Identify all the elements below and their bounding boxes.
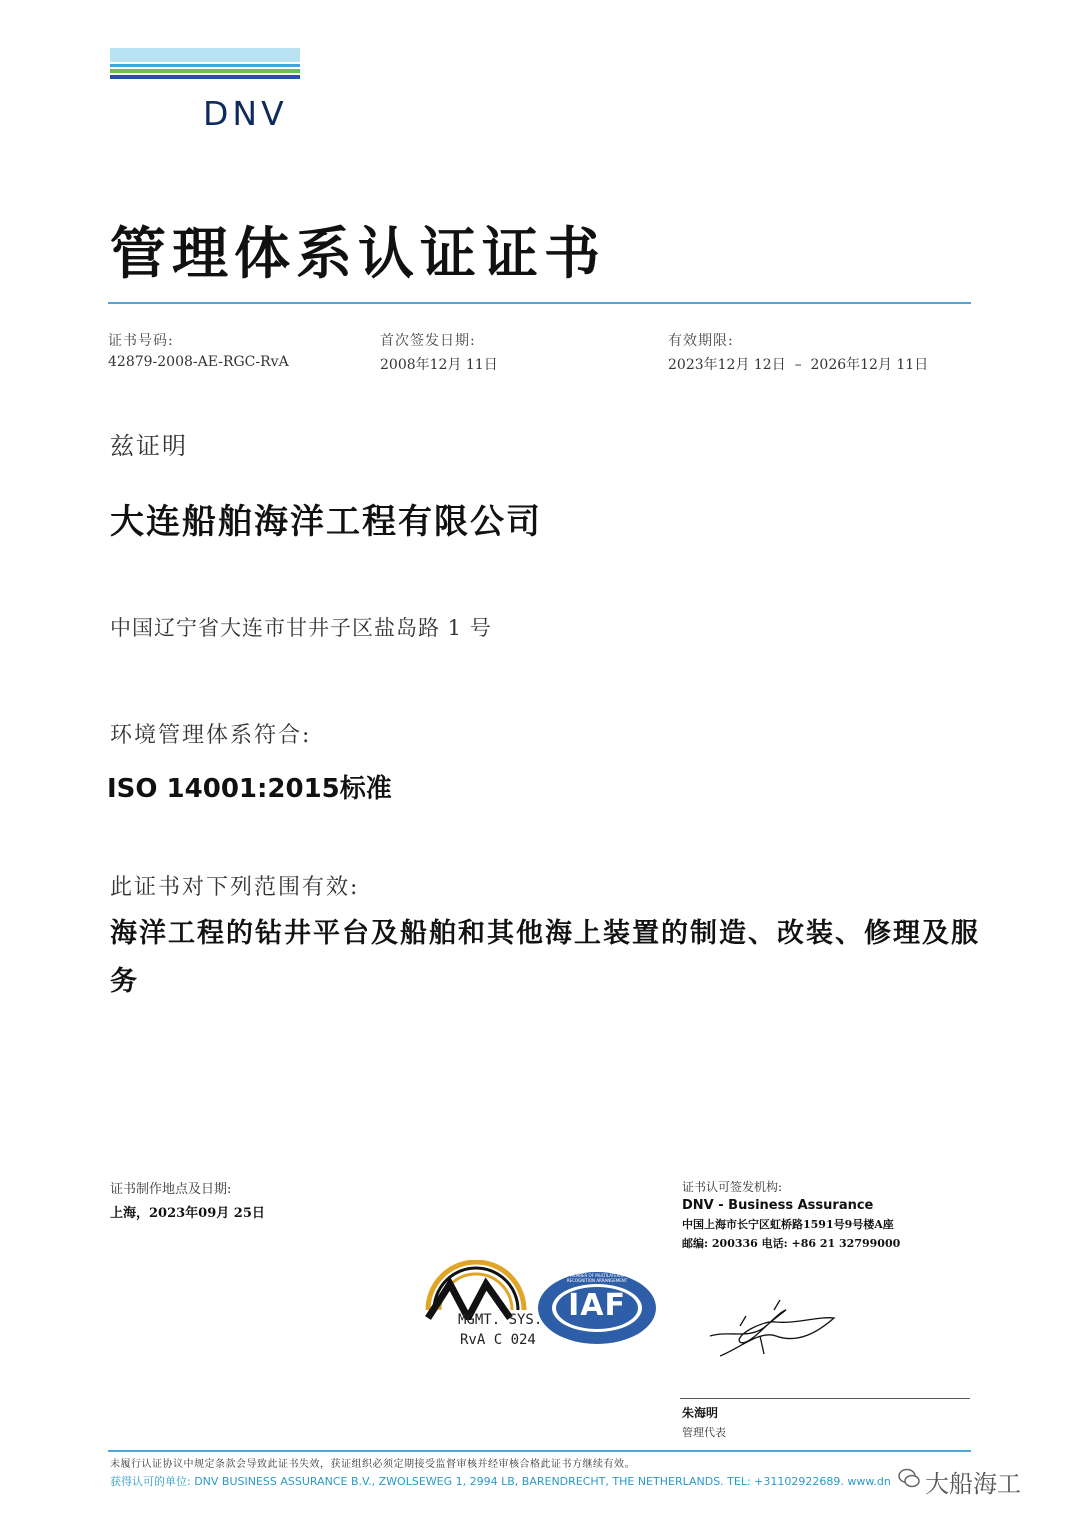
dnv-logo-bars <box>110 48 300 81</box>
scope-label: 此证书对下列范围有效: <box>110 875 360 900</box>
hereby-certify: 兹证明 <box>110 432 188 460</box>
conform-label: 环境管理体系符合: <box>110 723 312 748</box>
rva-mark-icon <box>420 1260 532 1320</box>
iaf-ring-text: MEMBER OF MULTILATERAL RECOGNITION ARRANGEMENT <box>566 1273 628 1283</box>
footer-divider <box>108 1450 971 1452</box>
title-divider <box>108 302 971 304</box>
signatory-role: 管理代表 <box>682 1426 726 1439</box>
first-issue-value: 2008年12月 11日 <box>380 357 498 373</box>
logo-bar-3 <box>110 69 300 73</box>
cert-no-value: 42879-2008-AE-RGC-RvA <box>108 354 289 370</box>
issuer-address: 中国上海市长宁区虹桥路1591号9号楼A座 <box>682 1218 894 1231</box>
logo-bar-2 <box>110 64 300 67</box>
iaf-text: IAF <box>568 1288 626 1323</box>
logo-bar-4 <box>110 75 300 79</box>
place-date-value: 上海，2023年09月 25日 <box>110 1206 265 1221</box>
place-date-label: 证书制作地点及日期: <box>110 1182 232 1197</box>
dnv-logo-text: DNV <box>203 94 288 133</box>
company-address: 中国辽宁省大连市甘井子区盐岛路 1 号 <box>110 616 492 640</box>
wechat-icon <box>897 1466 921 1490</box>
logo-bar-1 <box>110 48 300 62</box>
company-name: 大连船舶海洋工程有限公司 <box>110 502 542 542</box>
watermark-text: 大船海工 <box>925 1470 1021 1498</box>
signatory-name: 朱海明 <box>682 1406 719 1420</box>
scope-text: 海洋工程的钻井平台及船舶和其他海上装置的制造、改装、修理及服务 <box>110 918 980 997</box>
signature-line <box>680 1398 970 1399</box>
signature-icon <box>700 1296 840 1366</box>
footer-validity-note: 未履行认证协议中规定条款会导致此证书失效，获证组织必须定期接受监督审核并经审核合格此证书方继续有效。 <box>110 1459 635 1470</box>
rva-text-2: RvA C 024 <box>460 1332 536 1348</box>
footer-accredited-unit: 获得认可的单位: DNV BUSINESS ASSURANCE B.V., ZWOLSEWEG 1, 2994 LB, BARENDRECHT, THE NETHERLANDS. TEL: +31102922689. www.dn <box>110 1475 891 1488</box>
valid-label: 有效期限: <box>668 333 734 349</box>
valid-value: 2023年12月 12日 – 2026年12月 11日 <box>668 357 929 373</box>
iaf-logo <box>536 1270 658 1346</box>
issuer-contact: 邮编: 200336 电话: +86 21 32799000 <box>682 1237 901 1250</box>
first-issue-label: 首次签发日期: <box>380 333 476 349</box>
rva-text-1: MGMT. SYS. <box>458 1312 543 1328</box>
certificate-title: 管理体系认证证书 <box>110 221 606 287</box>
rva-logo <box>420 1260 543 1356</box>
issuer-name: DNV - Business Assurance <box>682 1198 874 1213</box>
standard-name: ISO 14001:2015标准 <box>107 774 392 804</box>
cert-no-label: 证书号码: <box>108 333 174 349</box>
issuer-label: 证书认可签发机构: <box>682 1180 783 1194</box>
